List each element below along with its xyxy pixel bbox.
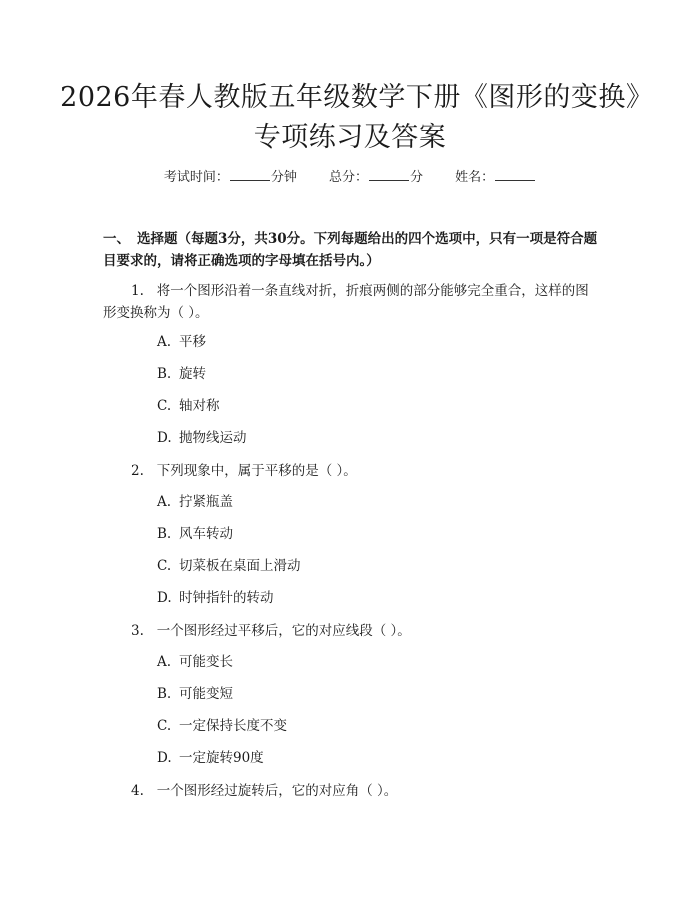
option-text: 时钟指针的转动	[179, 590, 274, 606]
option-letter: A.	[157, 654, 172, 670]
option-letter: D.	[157, 430, 172, 446]
option-3d	[157, 747, 264, 769]
option-text: 旋转	[179, 366, 206, 382]
document-title: 2026年春人教版五年级数学下册《图形的变换》专项练习及答案	[60, 82, 640, 153]
question-body: 一个图形经过旋转后，它的对应角（ ）。	[156, 783, 398, 799]
question-number: 4.	[131, 783, 144, 799]
question-body: 一个图形经过平移后，它的对应线段（ ）。	[156, 623, 411, 639]
question-2	[103, 460, 600, 482]
option-2b	[157, 523, 233, 545]
section-instructions: 选择题（每题3分，共30分。下列每题给出的四个选项中，只有一项是符合题目要求的，请将正确选项的字母填在括号内。）	[103, 231, 598, 269]
option-3b	[157, 683, 233, 705]
option-letter: D.	[157, 590, 172, 606]
option-letter: C.	[157, 718, 172, 734]
option-2d	[157, 587, 274, 609]
option-1d	[157, 427, 247, 449]
exam-time-label: 考试时间：	[163, 170, 229, 185]
section-heading	[103, 228, 603, 272]
option-letter: B.	[157, 686, 172, 702]
question-number: 1.	[131, 283, 144, 299]
question-4	[103, 780, 600, 802]
option-text: 可能变短	[179, 686, 233, 702]
option-letter: C.	[157, 558, 172, 574]
student-name-label: 姓名：	[455, 170, 495, 185]
option-text: 一定旋转90度	[179, 750, 264, 766]
total-score-field	[329, 168, 423, 188]
option-text: 一定保持长度不变	[179, 718, 287, 734]
question-body: 将一个图形沿着一条直线对折，折痕两侧的部分能够完全重合，这样的图形变换称为（ ）。	[103, 283, 589, 321]
section-number: 一、	[103, 231, 130, 247]
question-text	[103, 620, 600, 642]
total-score-unit: 分	[410, 170, 424, 185]
question-text	[103, 780, 600, 802]
option-text: 切菜板在桌面上滑动	[179, 558, 301, 574]
question-text	[103, 280, 600, 324]
option-1a	[157, 331, 206, 353]
question-number: 2.	[131, 463, 144, 479]
student-name-field	[455, 168, 536, 188]
option-text: 可能变长	[179, 654, 233, 670]
option-text: 抛物线运动	[179, 430, 247, 446]
student-name-blank	[495, 168, 535, 181]
option-2a	[157, 491, 233, 513]
question-3	[103, 620, 600, 642]
option-text: 风车转动	[179, 526, 233, 542]
option-3a	[157, 651, 233, 673]
option-2c	[157, 555, 301, 577]
option-letter: B.	[157, 366, 172, 382]
option-letter: D.	[157, 750, 172, 766]
option-text: 平移	[179, 334, 206, 350]
total-score-label: 总分：	[328, 170, 368, 185]
question-1	[103, 280, 600, 324]
option-letter: A.	[157, 334, 172, 350]
question-body: 下列现象中，属于平移的是（ ）。	[156, 463, 357, 479]
option-text: 轴对称	[179, 398, 220, 414]
option-3c	[157, 715, 287, 737]
total-score-blank	[369, 168, 409, 181]
exam-time-unit: 分钟	[270, 170, 297, 185]
option-letter: C.	[157, 398, 172, 414]
question-text	[103, 460, 600, 482]
exam-time-field	[164, 168, 297, 188]
option-text: 拧紧瓶盖	[179, 494, 233, 510]
question-number: 3.	[131, 623, 144, 639]
option-1b	[157, 363, 206, 385]
option-letter: A.	[157, 494, 172, 510]
option-1c	[157, 395, 220, 417]
option-letter: B.	[157, 526, 172, 542]
exam-time-blank	[230, 168, 270, 181]
exam-meta	[0, 168, 700, 188]
